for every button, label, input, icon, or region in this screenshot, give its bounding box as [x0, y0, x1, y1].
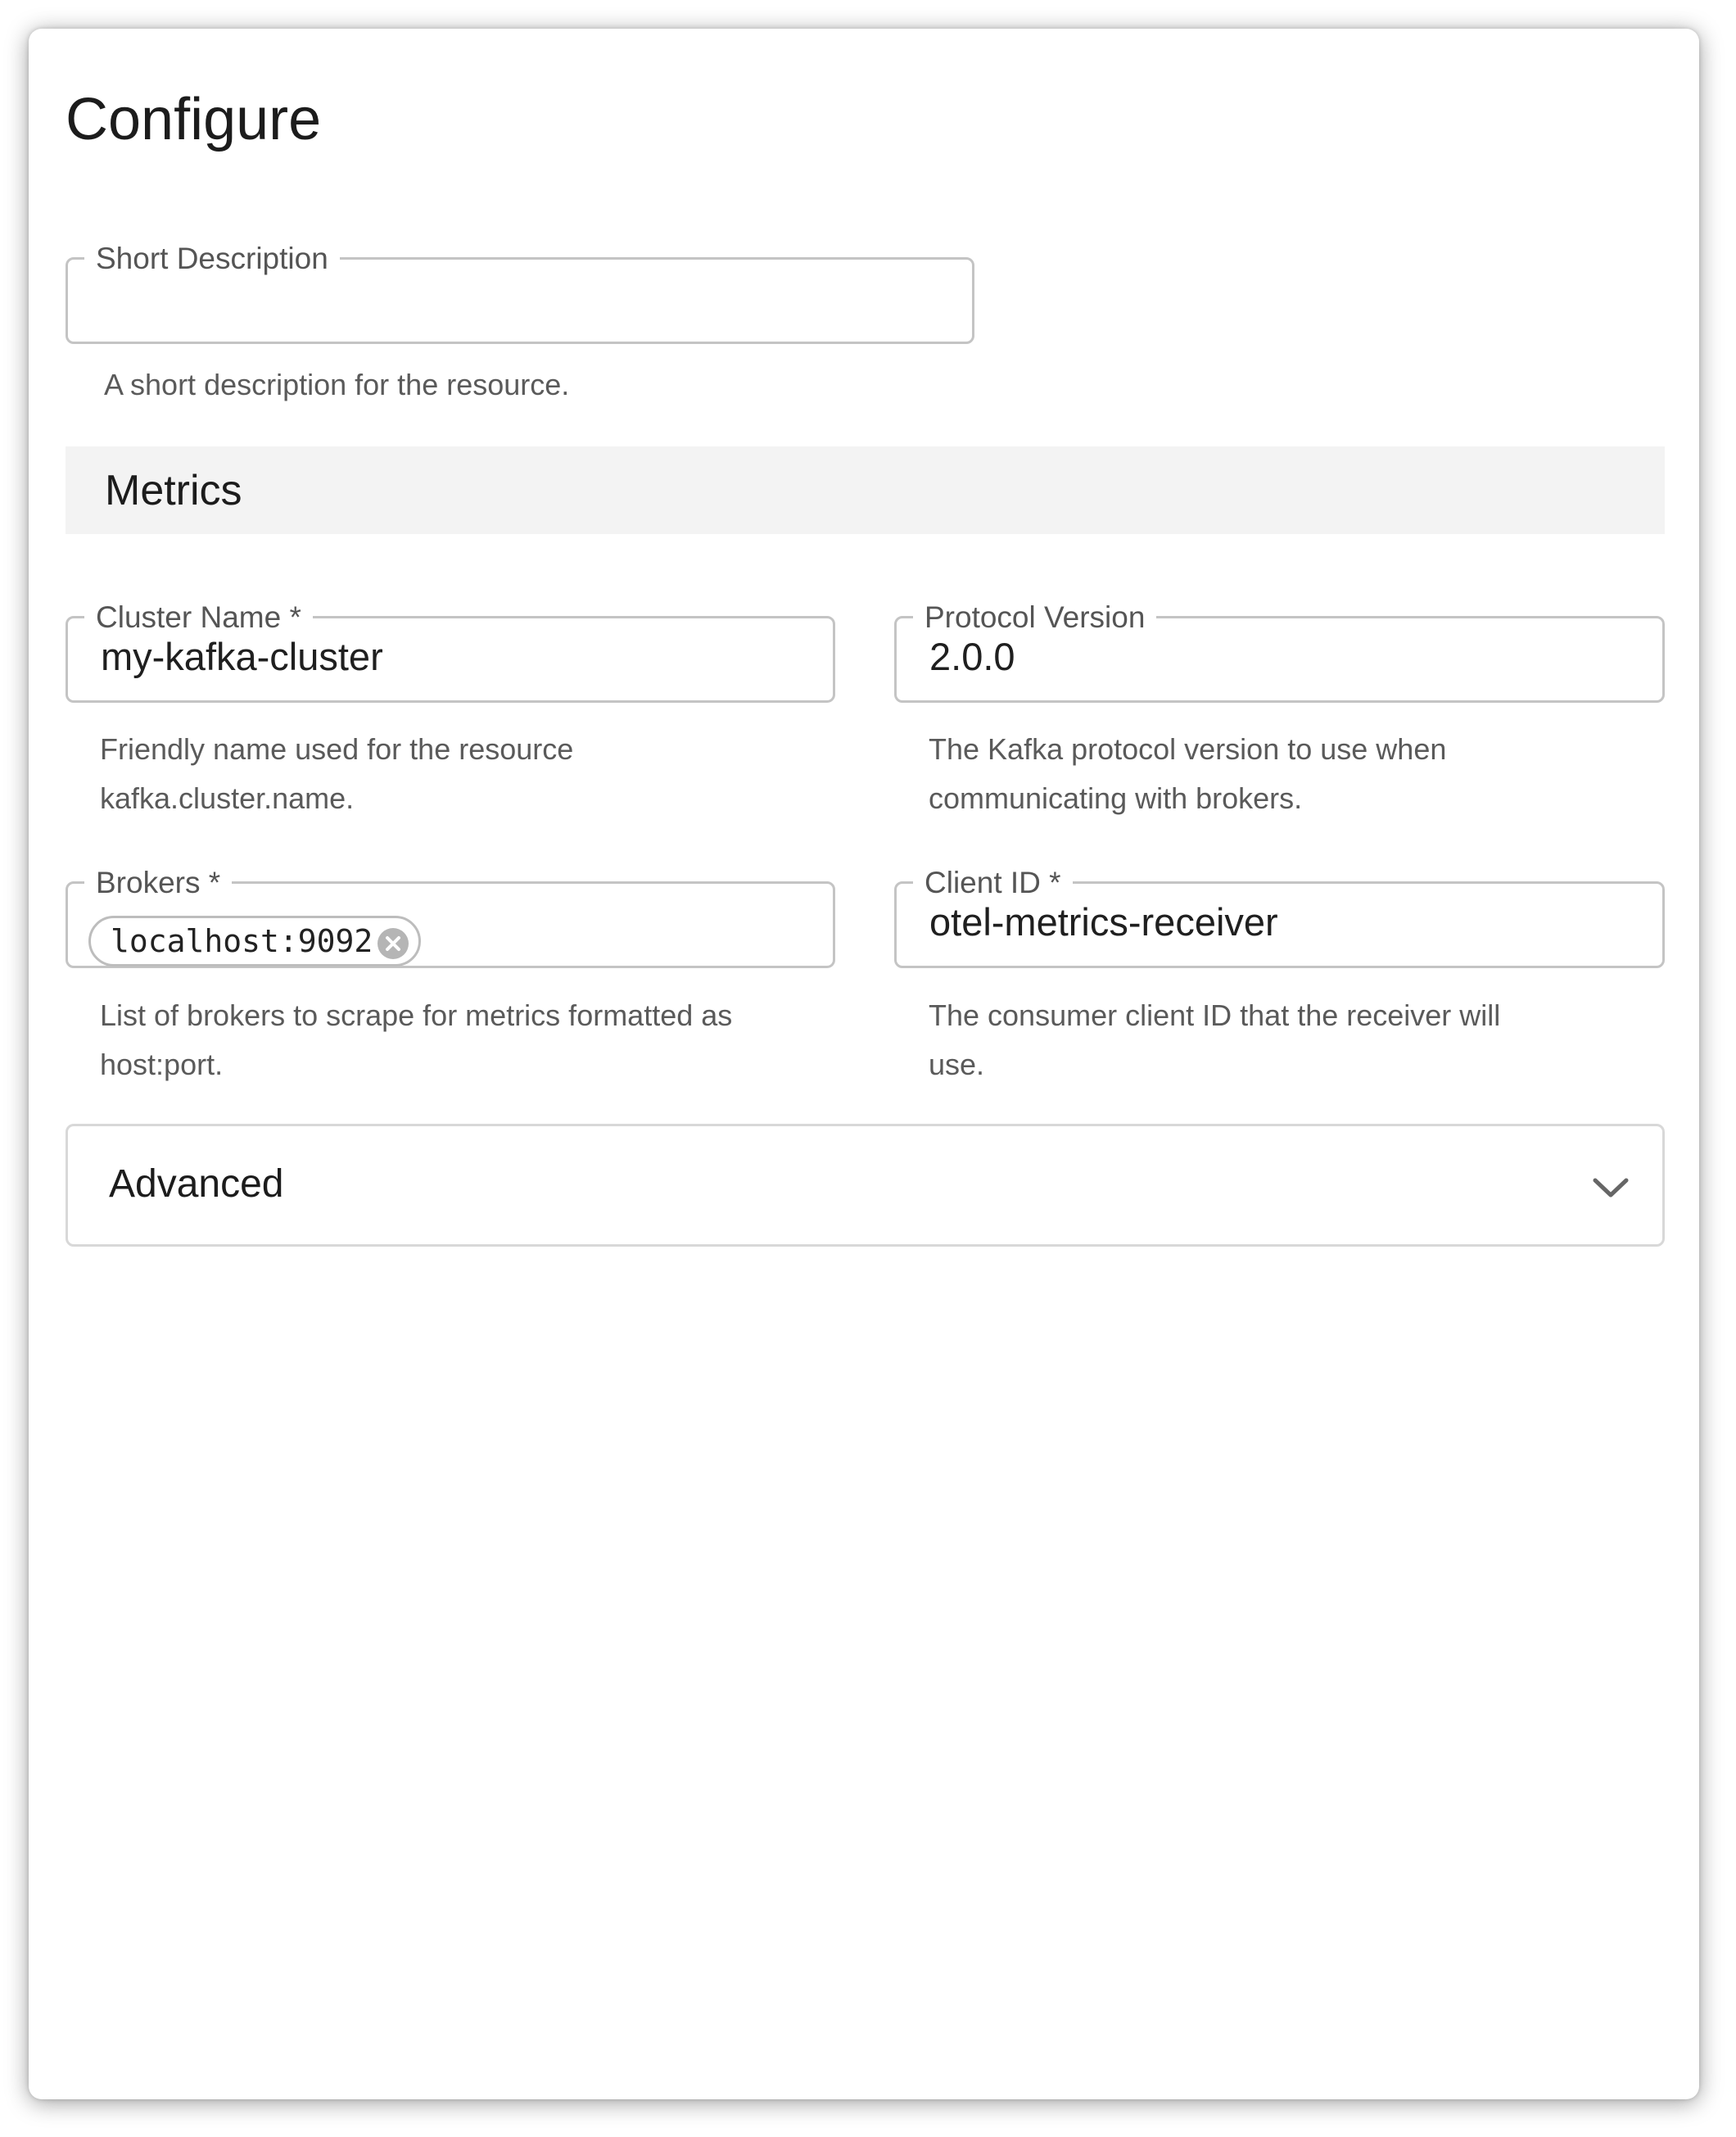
advanced-accordion-title: Advanced — [109, 1162, 284, 1206]
broker-chip-label: localhost:9092 — [111, 923, 373, 959]
protocol-version-input[interactable]: 2.0.0 — [929, 635, 1015, 678]
short-description-label: Short Description — [96, 242, 328, 275]
advanced-accordion[interactable] — [66, 1124, 1665, 1247]
brokers-label: Brokers * — [96, 866, 221, 899]
metrics-section-header — [66, 446, 1665, 534]
cluster-name-helper-line2: kafka.cluster.name. — [100, 781, 355, 815]
protocol-version-helper-line1: The Kafka protocol version to use when — [929, 732, 1447, 766]
broker-chip — [88, 916, 421, 967]
client-id-label: Client ID * — [925, 866, 1061, 899]
short-description-field[interactable] — [66, 243, 974, 344]
client-id-input[interactable]: otel-metrics-receiver — [929, 900, 1278, 944]
client-id-helper-line1: The consumer client ID that the receiver will — [929, 998, 1501, 1032]
cluster-name-input[interactable]: my-kafka-cluster — [101, 635, 383, 678]
configure-card — [29, 29, 1699, 2099]
cluster-name-label: Cluster Name * — [96, 600, 301, 634]
brokers-helper-line2: host:port. — [100, 1048, 224, 1081]
short-description-helper: A short description for the resource. — [104, 368, 570, 401]
cluster-name-helper — [100, 725, 573, 823]
chevron-down-icon[interactable] — [1590, 1167, 1631, 1208]
protocol-version-helper — [929, 725, 1446, 823]
page-title: Configure — [66, 87, 322, 152]
protocol-version-helper-line2: communicating with brokers. — [929, 781, 1303, 815]
client-id-field[interactable] — [894, 867, 1665, 968]
cluster-name-field[interactable] — [66, 602, 835, 703]
brokers-field[interactable] — [66, 867, 835, 968]
protocol-version-field[interactable] — [894, 602, 1665, 703]
client-id-helper-line2: use. — [929, 1048, 985, 1081]
cluster-name-helper-line1: Friendly name used for the resource — [100, 732, 574, 766]
client-id-helper — [929, 991, 1500, 1089]
brokers-helper — [100, 991, 732, 1089]
brokers-helper-line1: List of brokers to scrape for metrics formatted as — [100, 998, 733, 1032]
metrics-section-title: Metrics — [105, 467, 242, 514]
cancel-circle-icon[interactable] — [377, 928, 409, 959]
protocol-version-label: Protocol Version — [925, 600, 1146, 634]
